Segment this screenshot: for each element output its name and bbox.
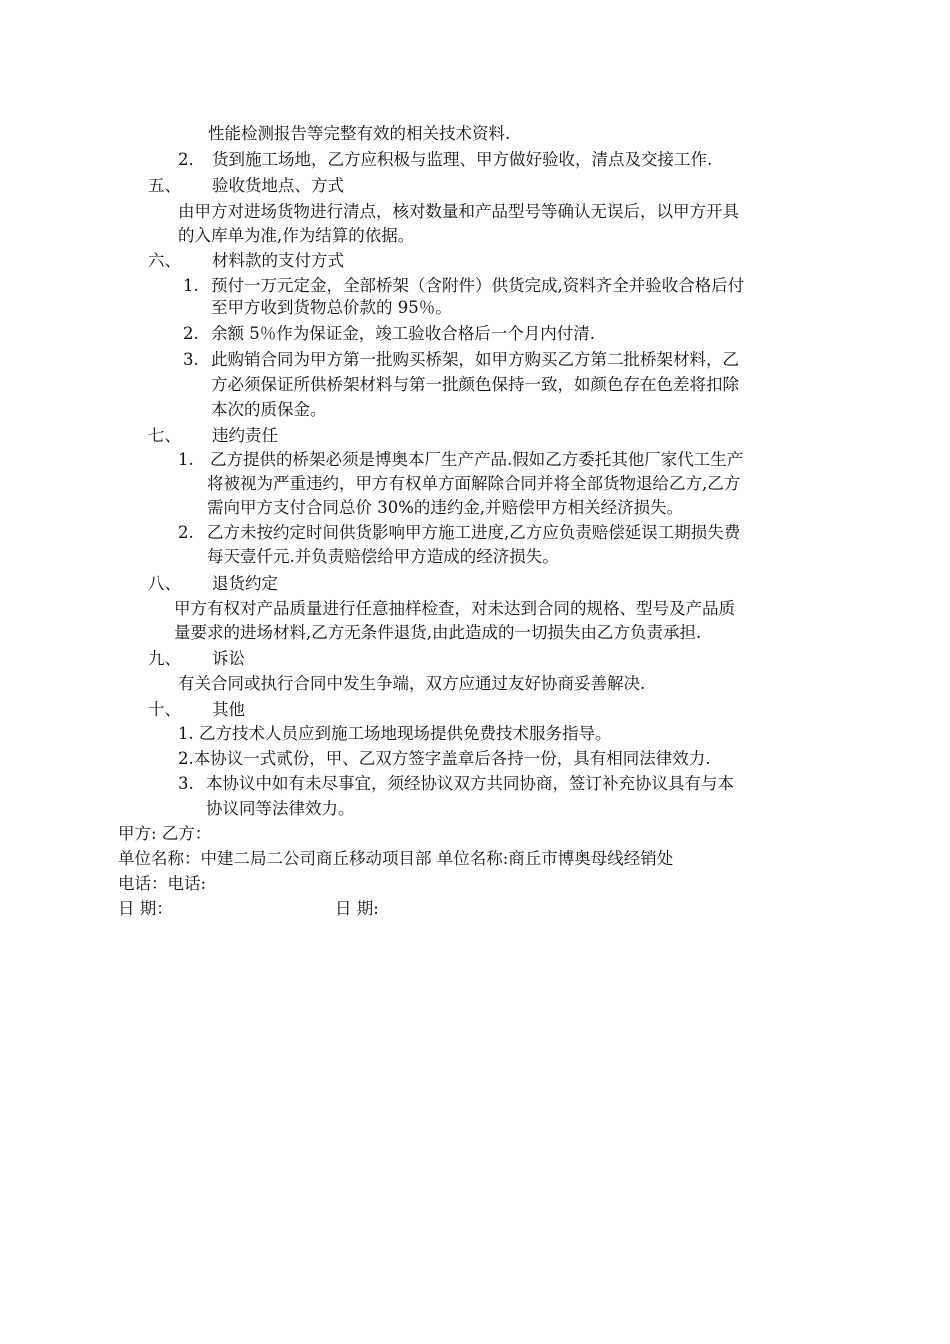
list-item <box>178 522 740 544</box>
section-10-heading <box>148 699 245 721</box>
item-text: 货到施工场地，乙方应积极与监理、甲方做好验收，清点及交接工作. <box>212 150 713 169</box>
item-number: 1. <box>183 276 199 295</box>
list-item: 1. 乙方技术人员应到施工场地现场提供免费技术服务指导。 <box>178 724 612 743</box>
party-labels: 甲方: 乙方： <box>118 824 212 843</box>
item-text: 乙方未按约定时间供货影响甲方施工进度,乙方应负责赔偿延误工期损失费 <box>207 523 741 542</box>
section-9-heading <box>148 648 245 670</box>
item-text: 将被视为严重违约，甲方有权单方面解除合同并将全部货物退给乙方,乙方 <box>207 474 741 493</box>
section-number: 五、 <box>148 176 181 195</box>
section-6-heading <box>148 250 344 272</box>
item-number: 2． <box>178 150 205 169</box>
item-text: 至甲方收到货物总价款的 95％。 <box>211 298 452 317</box>
item-text: 预付一万元定金，全部桥架（含附件）供货完成,资料齐全并验收合格后付 <box>211 276 745 295</box>
section-7-heading <box>148 425 278 447</box>
item-number: 1. <box>178 450 194 469</box>
item-text: 此购销合同为甲方第一批购买桥架，如甲方购买乙方第二批桥架材料，乙 <box>211 350 739 369</box>
section-5-heading <box>148 175 344 197</box>
date-label-a: 日 期： <box>118 899 173 918</box>
section-8-heading <box>148 573 278 595</box>
section-5-text: 由甲方对进场货物进行清点，核对数量和产品型号等确认无误后，以甲方开具 <box>178 202 739 221</box>
section-title: 其他 <box>212 700 245 719</box>
section-8-text: 甲方有权对产品质量进行任意抽样检查，对未达到合同的规格、型号及产品质 <box>174 599 735 618</box>
list-item <box>183 349 739 371</box>
item-text: 方必须保证所供桥架材料与第一批颜色保持一致，如颜色存在色差将扣除 <box>211 375 739 394</box>
list-item <box>178 449 743 471</box>
item-number: 3. <box>178 774 194 793</box>
phone-labels: 电话：电话: <box>118 874 207 893</box>
item-text: 本次的质保金。 <box>211 400 327 419</box>
list-item <box>178 773 734 795</box>
section-title: 违约责任 <box>212 426 278 445</box>
section-title: 材料款的支付方式 <box>212 251 344 270</box>
item-number: 2. <box>178 523 194 542</box>
section-number: 六、 <box>148 251 181 270</box>
item-number: 2. <box>183 324 199 343</box>
section-title: 验收货地点、方式 <box>212 176 344 195</box>
list-item <box>183 323 595 345</box>
section-number: 九、 <box>148 649 181 668</box>
item-text: 协议同等法律效力。 <box>206 799 355 818</box>
section-title: 诉讼 <box>212 649 245 668</box>
section-number: 七、 <box>148 426 181 445</box>
list-item <box>183 275 744 297</box>
section-number: 八、 <box>148 574 181 593</box>
date-label-b: 日 期: <box>335 899 379 918</box>
section-5-text: 的入库单为准,作为结算的依据。 <box>178 226 415 245</box>
section-9-text: 有关合同或执行合同中发生争端，双方应通过友好协商妥善解决. <box>178 674 646 693</box>
list-item: 2.本协议一式贰份，甲、乙双方签字盖章后各持一份，具有相同法律效力. <box>178 749 711 768</box>
item-number: 3. <box>183 350 199 369</box>
section-title: 退货约定 <box>212 574 278 593</box>
item-4-2 <box>178 149 712 171</box>
item-text: 需向甲方支付合同总价 30%的违约金,并赔偿甲方相关经济损失。 <box>207 498 684 517</box>
unit-names: 单位名称：中建二局二公司商丘移动项目部 单位名称:商丘市博奥母线经销处 <box>118 849 674 868</box>
item-text: 每天壹仟元.并负责赔偿给甲方造成的经济损失。 <box>207 547 559 566</box>
item-text: 本协议中如有未尽事宜，须经协议双方共同协商，签订补充协议具有与本 <box>206 774 734 793</box>
item-text: 余额 5％作为保证金，竣工验收合格后一个月内付清. <box>211 324 595 343</box>
tech-docs-continuation: 性能检测报告等完整有效的相关技术资料. <box>208 124 511 143</box>
item-text: 乙方提供的桥架必须是博奥本厂生产产品.假如乙方委托其他厂家代工生产 <box>210 450 744 469</box>
section-number: 十、 <box>148 700 181 719</box>
section-8-text: 量要求的进场材料,乙方无条件退货,由此造成的一切损失由乙方负责承担. <box>174 623 702 642</box>
